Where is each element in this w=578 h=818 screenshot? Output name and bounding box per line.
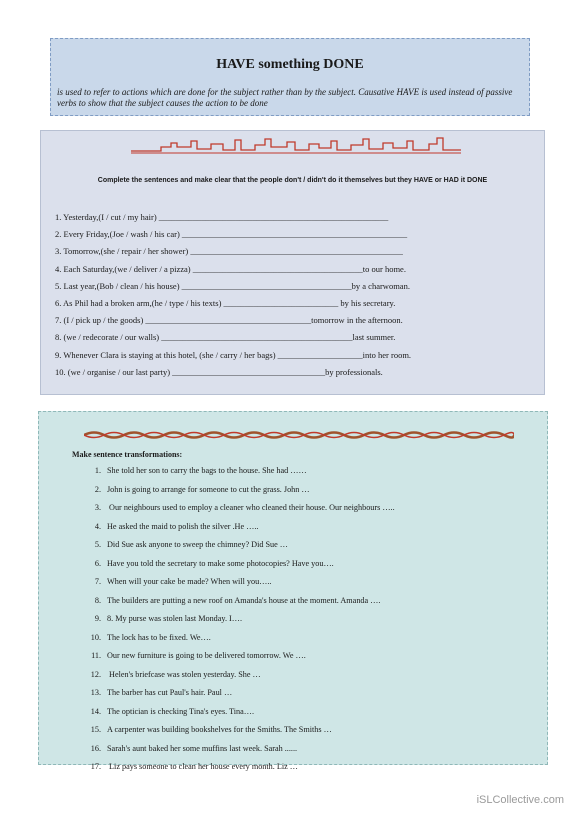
exercise-2-item xyxy=(79,502,537,521)
exercise-2-item xyxy=(79,595,537,614)
item-text: When will your cake be made? When will you….. xyxy=(107,577,272,586)
exercise-2-box xyxy=(38,411,548,771)
item-number: 16. xyxy=(90,743,101,753)
item-number: 9. xyxy=(94,614,101,623)
exercise-1-item: 4. Each Saturday,(we / deliver / a pizza) ________________________________________to our home. xyxy=(55,263,406,274)
item-text: Have you told the secretary to make some photocopies? Have you…. xyxy=(107,558,334,568)
rooftops-decoration-icon xyxy=(131,135,461,157)
item-number: 11. xyxy=(91,651,101,660)
item-number: 13. xyxy=(90,688,101,697)
exercise-2-heading: Make sentence transformations: xyxy=(72,450,183,459)
exercise-2-item xyxy=(79,484,537,503)
item-text: The optician is checking Tina's eyes. Tina…. xyxy=(107,706,255,716)
definition-text: is used to refer to actions which are done for the subject rather than by the subject. Causative HAVE is used instead of passive verbs to show that the subject causes the action to be done xyxy=(57,87,513,108)
exercise-2-item xyxy=(79,558,537,577)
exercise-2-item xyxy=(79,669,537,688)
rope-divider-icon xyxy=(84,430,514,440)
item-text: Helen's briefcase was stolen yesterday. She … xyxy=(107,669,261,679)
item-number: 7. xyxy=(94,577,101,586)
exercise-1-item: 5. Last year,(Bob / clean / his house) ________________________________________by a charwoman. xyxy=(55,280,410,291)
exercise-1-list xyxy=(55,211,534,383)
exercise-2-item xyxy=(79,613,537,632)
exercise-1-item: 1. Yesterday,(I / cut / my hair) ______________________________________________________ xyxy=(55,212,389,222)
exercise-1-instruction: Complete the sentences and make clear that the people don't / didn't do it themselves but they HAVE or HAD it DONE xyxy=(97,177,488,184)
exercise-2-item xyxy=(79,465,537,484)
item-text: He asked the maid to polish the silver .He ….. xyxy=(107,521,259,531)
exercise-2-item xyxy=(79,576,537,595)
item-text: She told her son to carry the bags to the house. She had …… xyxy=(107,466,307,475)
item-number: 6. xyxy=(94,558,101,568)
exercise-1-box xyxy=(40,130,545,395)
item-text: The lock has to be fixed. We…. xyxy=(107,632,211,642)
exercise-2-item xyxy=(79,650,537,669)
worksheet-title: HAVE something DONE xyxy=(216,57,364,72)
item-number: 8. xyxy=(94,595,101,605)
item-number: 10. xyxy=(90,632,101,642)
title-box xyxy=(50,38,530,116)
item-text: 8. My purse was stolen last Monday. I…. xyxy=(107,614,243,623)
item-text: Our new furniture is going to be delivered tomorrow. We …. xyxy=(107,651,306,660)
exercise-2-list xyxy=(79,465,537,780)
item-text: Did Sue ask anyone to sweep the chimney? Did Sue … xyxy=(107,540,288,549)
item-text: A carpenter was building bookshelves for the Smiths. The Smiths … xyxy=(107,725,332,734)
item-text: Liz pays someone to clean her house every month. Liz … xyxy=(107,762,298,771)
exercise-1-item: 3. Tomorrow,(she / repair / her shower) __________________________________________________ xyxy=(55,246,403,257)
item-number: 1. xyxy=(94,466,101,475)
exercise-2-item xyxy=(79,687,537,706)
exercise-2-item xyxy=(79,761,537,780)
item-number: 15. xyxy=(90,725,101,734)
item-number: 4. xyxy=(94,521,101,531)
exercise-1-item: 7. (I / pick up / the goods) _______________________________________tomorrow in the afternoon. xyxy=(55,315,403,326)
exercise-2-item xyxy=(79,743,537,762)
exercise-2-item xyxy=(79,539,537,558)
item-number: 17. xyxy=(90,762,101,771)
exercise-1-item: 8. (we / redecorate / our walls) _____________________________________________last summer. xyxy=(55,332,396,343)
item-number: 12. xyxy=(90,669,101,679)
item-text: Our neighbours used to employ a cleaner who cleaned their house. Our neighbours ….. xyxy=(107,503,395,512)
site-watermark: iSLCollective.com xyxy=(476,794,564,806)
exercise-1-item: 6. As Phil had a broken arm,(he / type / his texts) ___________________________ by his secretary. xyxy=(55,297,396,308)
item-text: John is going to arrange for someone to cut the grass. John … xyxy=(107,484,310,494)
item-text: Sarah's aunt baked her some muffins last week. Sarah ...... xyxy=(107,743,298,753)
item-number: 3. xyxy=(94,503,101,512)
item-number: 14. xyxy=(90,706,101,716)
item-text: The barber has cut Paul's hair. Paul … xyxy=(107,688,233,697)
exercise-2-item xyxy=(79,521,537,540)
exercise-2-item xyxy=(79,724,537,743)
exercise-1-item: 9. Whenever Clara is staying at this hotel, (she / carry / her bags) ____________________into her room. xyxy=(55,349,412,360)
item-text: The builders are putting a new roof on Amanda's house at the moment. Amanda …. xyxy=(107,595,381,605)
exercise-1-item: 10. (we / organise / our last party) ____________________________________by professionals. xyxy=(55,366,383,377)
exercise-1-item: 2. Every Friday,(Joe / wash / his car) _____________________________________________________ xyxy=(55,229,408,240)
exercise-2-item xyxy=(79,706,537,725)
item-number: 2. xyxy=(94,484,101,494)
item-number: 5. xyxy=(94,540,101,549)
exercise-2-item xyxy=(79,632,537,651)
